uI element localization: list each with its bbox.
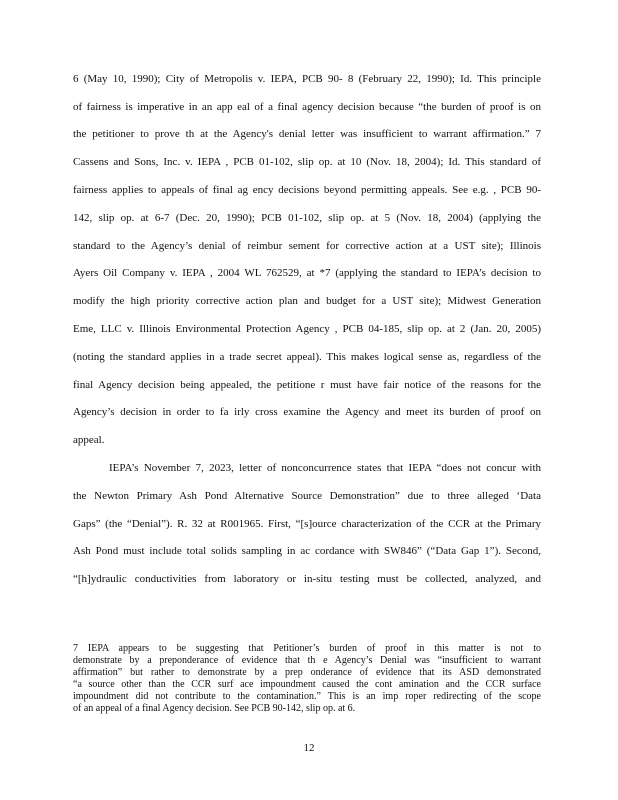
body-line: Cassens and Sons, Inc. v. IEPA , PCB 01-102, slip op. at 10 (Nov. 18, 2004); Id. This standard of — [73, 156, 541, 168]
body-line: IEPA’s November 7, 2023, letter of nonconcurrence states that IEPA “does not concur with — [109, 462, 541, 474]
body-line: Gaps” (the “Denial”). R. 32 at R001965. First, “[s]ource characterization of the CCR at the Primary — [73, 518, 541, 530]
body-line: 142, slip op. at 6-7 (Dec. 20, 1990); PCB 01-102, slip op. at 5 (Nov. 18, 2004) (applying the — [73, 212, 541, 224]
body-line: “[h]ydraulic conductivities from laboratory or in-situ testing must be collected, analyzed, and — [73, 573, 541, 585]
body-line: final Agency decision being appealed, the petitione r must have fair notice of the reasons for the — [73, 379, 541, 391]
body-line: 6 (May 10, 1990); City of Metropolis v. IEPA, PCB 90- 8 (February 22, 1990); Id. This principle — [73, 73, 541, 85]
footnote-line: 7 IEPA appears to be suggesting that Petitioner’s burden of proof in this matter is not to — [73, 643, 541, 654]
body-line: appeal. — [73, 434, 105, 446]
body-line: the petitioner to prove th at the Agency's denial letter was insufficient to warrant affirmation.” 7 — [73, 128, 541, 140]
body-line: standard to the Agency’s denial of reimbur sement for corrective action at a UST site); Illinois — [73, 240, 541, 252]
body-line: Ayers Oil Company v. IEPA , 2004 WL 762529, at *7 (applying the standard to IEPA’s decision to — [73, 267, 541, 279]
body-line: (noting the standard applies in a trade secret appeal). This makes logical sense as, regardless of the — [73, 351, 541, 363]
body-line: fairness applies to appeals of final ag ency decisions beyond permitting appeals. See e.g. , PCB 90- — [73, 184, 541, 196]
footnote-line: impoundment did not contribute to the contamination.” This is an imp roper redirecting of the scope — [73, 691, 541, 702]
footnote-line: affirmation” but rather to demonstrate by a prep onderance of evidence that its ASD demonstrated — [73, 667, 541, 678]
body-line: the Newton Primary Ash Pond Alternative Source Demonstration” due to three alleged ‘Data — [73, 490, 541, 502]
body-line: Ash Pond must include total solids sampling in ac cordance with SW846” (“Data Gap 1”). Second, — [73, 545, 541, 557]
footnote-line: “a source other than the CCR surf ace impoundment caused the cont amination and the CCR surface — [73, 679, 541, 690]
body-line: of fairness is imperative in an app eal of a final agency decision because “the burden of proof is on — [73, 101, 541, 113]
footnote-line: of an appeal of a final Agency decision. See PCB 90-142, slip op. at 6. — [73, 703, 356, 714]
body-line: Eme, LLC v. Illinois Environmental Protection Agency , PCB 04-185, slip op. at 2 (Jan. 20, 2005) — [73, 323, 541, 335]
footnote-line: demonstrate by a preponderance of evidence that th e Agency’s Denial was “insufficient to warrant — [73, 655, 541, 666]
page-number: 12 — [303, 742, 315, 754]
body-line: modify the high priority corrective action plan and budget for a UST site); Midwest Generation — [73, 295, 541, 307]
body-line: Agency’s decision in order to fa irly cross examine the Agency and meet its burden of proof on — [73, 406, 541, 418]
